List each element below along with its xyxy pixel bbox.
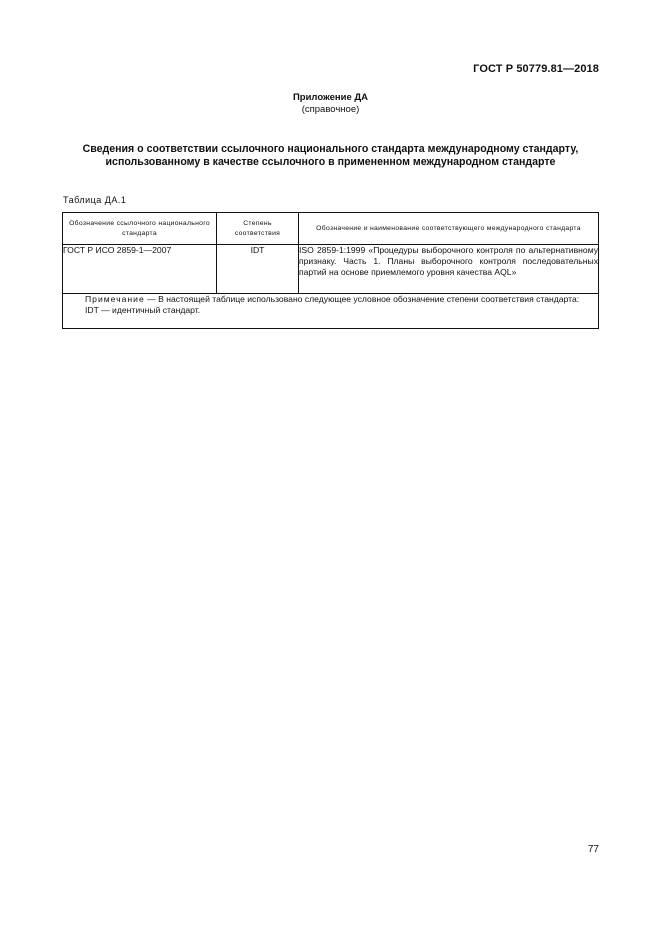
note-body: — В настоящей таблице использовано следующее условное обозначение степени соответствия стандарта:	[144, 294, 580, 304]
table-row	[63, 245, 599, 294]
section-heading-line-1: Сведения о соответствии ссылочного национального стандарта международному стандарту,	[82, 143, 579, 155]
table-note	[63, 294, 599, 329]
header-international-standard: Обозначение и наименование соответствующего международного стандарта	[299, 213, 599, 245]
note-text	[63, 294, 598, 305]
page-number: 77	[587, 844, 599, 855]
cell-national-standard: ГОСТ Р ИСО 2859-1—2007	[63, 245, 217, 294]
table-caption: Таблица ДА.1	[63, 195, 127, 205]
correspondence-table	[62, 212, 599, 329]
note-item: IDT — идентичный стандарт.	[85, 305, 201, 315]
header-degree: Степень соответствия	[217, 213, 299, 245]
cell-degree: IDT	[217, 245, 299, 294]
appendix-title: Приложение ДА	[292, 92, 369, 103]
header-national-standard: Обозначение ссылочного национального стандарта	[63, 213, 217, 245]
appendix-subtitle: (справочное)	[301, 104, 360, 115]
section-heading	[50, 143, 611, 169]
table-note-row	[63, 294, 599, 329]
section-heading-line-2: использованному в качестве ссылочного в примененном международном стандарте	[105, 156, 556, 168]
table-header-row	[63, 213, 599, 245]
note-label: Примечание	[85, 294, 145, 304]
document-number: ГОСТ Р 50779.81—2018	[473, 63, 599, 75]
appendix-heading	[0, 92, 661, 116]
cell-international-standard: ISO 2859-1:1999 «Процедуры выборочного контроля по альтернативному признаку. Часть 1. Планы выборочного контроля последовательных партий на основе приемлемого уровня качества AQL»	[299, 245, 599, 294]
